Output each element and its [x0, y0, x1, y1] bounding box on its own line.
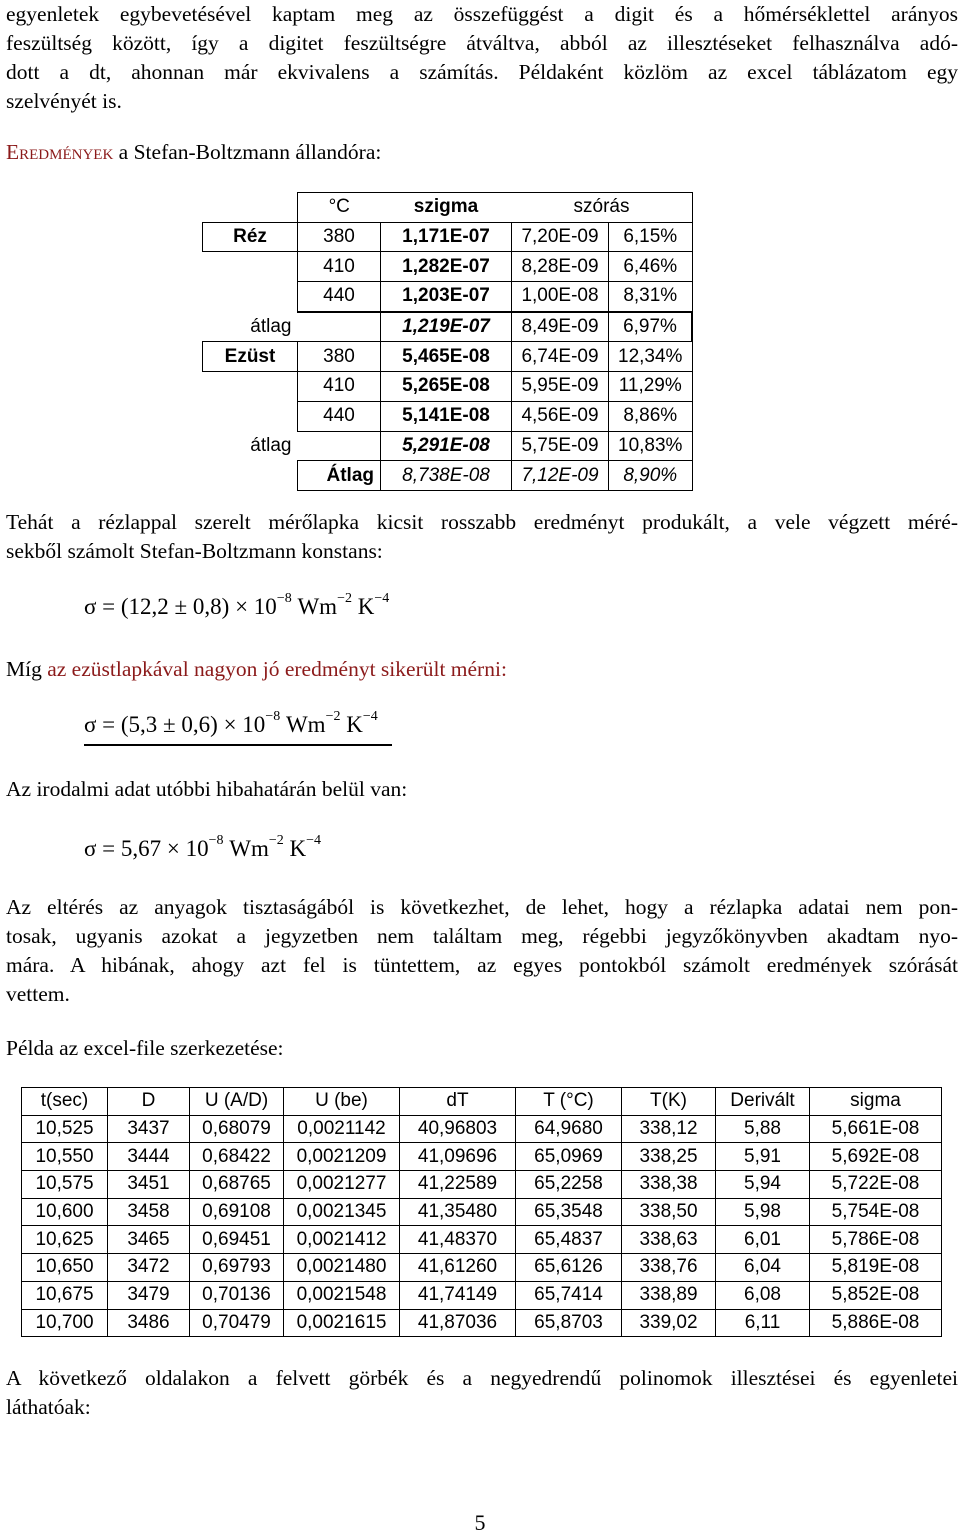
table-cell: 40,96803 — [400, 1115, 516, 1143]
column-header: T (°C) — [516, 1088, 622, 1116]
formula-unit: Wm — [280, 712, 326, 737]
table-cell: 0,69108 — [190, 1198, 284, 1226]
sigma-cell: 5,141E-08 — [381, 401, 512, 431]
table-cell: 10,625 — [22, 1226, 108, 1254]
table-cell: 5,852E-08 — [810, 1281, 942, 1309]
table-cell: 0,0021345 — [284, 1198, 400, 1226]
header-sigma: szigma — [381, 193, 512, 223]
table-cell: 10,650 — [22, 1254, 108, 1282]
formula-exponent: −2 — [268, 833, 284, 848]
formula-exponent: −4 — [306, 833, 322, 848]
total-average-row — [203, 461, 693, 491]
table-cell: 41,61260 — [400, 1254, 516, 1282]
formula-times: × 10 — [217, 712, 266, 737]
table-cell: 0,68079 — [190, 1115, 284, 1143]
table-cell: 5,754E-08 — [810, 1198, 942, 1226]
empty-cell — [203, 282, 298, 312]
empty-cell — [203, 252, 298, 282]
text-line: tosak, ugyanis azokat a jegyzetben nem találtam meg, régebbi jegyzőkönyvben akadtam nyo- — [6, 924, 958, 948]
column-header: sigma — [810, 1088, 942, 1116]
column-header: U (A/D) — [190, 1088, 284, 1116]
table-cell: 5,88 — [716, 1115, 810, 1143]
results-header-row — [203, 193, 693, 223]
table-cell: 5,91 — [716, 1143, 810, 1171]
formula-copper — [84, 591, 389, 620]
table-row — [22, 1226, 942, 1254]
table-cell: 65,3548 — [516, 1198, 622, 1226]
table-cell: 5,786E-08 — [810, 1226, 942, 1254]
table-cell: 5,98 — [716, 1198, 810, 1226]
formula-exponent: −8 — [276, 591, 292, 606]
formula-value: (5,3 ± 0,6) — [120, 712, 218, 737]
table-cell: 5,819E-08 — [810, 1254, 942, 1282]
table-cell: 0,0021615 — [284, 1309, 400, 1337]
text-line: Tehát a rézlappal szerelt mérőlapka kicsit rosszabb eredményt produkált, a vele végzett méré- — [6, 510, 958, 534]
table-cell: 5,886E-08 — [810, 1309, 942, 1337]
table-cell: 65,0969 — [516, 1143, 622, 1171]
results-heading — [6, 138, 958, 167]
table-cell: 0,0021480 — [284, 1254, 400, 1282]
table-cell: 3458 — [108, 1198, 190, 1226]
text-line: sekből számolt Stefan-Boltzmann konstans: — [6, 539, 383, 563]
average-row — [203, 312, 693, 342]
formula-underline — [84, 744, 392, 746]
temp-cell: 440 — [298, 401, 381, 431]
table-cell: 41,09696 — [400, 1143, 516, 1171]
text-line: egyenletek egybevetésével kaptam meg az összefüggést a digit és a hőmérséklettel arányos — [6, 2, 958, 26]
group-name-silver: Ezüst — [203, 342, 298, 372]
empty-cell — [203, 193, 298, 223]
total-pct-cell: 8,90% — [609, 461, 693, 491]
table-cell: 5,722E-08 — [810, 1171, 942, 1199]
excel-body — [22, 1115, 942, 1337]
table-cell: 6,04 — [716, 1254, 810, 1282]
table-row — [22, 1115, 942, 1143]
formula-exponent: −4 — [362, 709, 378, 724]
table-cell: 338,76 — [622, 1254, 716, 1282]
table-row — [22, 1254, 942, 1282]
table-cell: 10,600 — [22, 1198, 108, 1226]
excel-header-row — [22, 1088, 942, 1116]
table-cell: 3479 — [108, 1281, 190, 1309]
table-cell: 10,575 — [22, 1171, 108, 1199]
table-cell: 0,0021142 — [284, 1115, 400, 1143]
table-cell: 0,68422 — [190, 1143, 284, 1171]
sigma-cell: 1,282E-07 — [381, 252, 512, 282]
sigma-cell: 1,171E-07 — [381, 222, 512, 252]
sigma-cell: 5,265E-08 — [381, 372, 512, 402]
empty-cell — [298, 312, 381, 342]
sigma-cell: 1,203E-07 — [381, 282, 512, 312]
results-heading-label: Eredmények — [6, 140, 114, 164]
intro-paragraph — [6, 0, 958, 116]
avg-sigma-cell: 1,219E-07 — [381, 312, 512, 342]
avg-sigma-cell: 5,291E-08 — [381, 431, 512, 461]
table-cell: 338,63 — [622, 1226, 716, 1254]
sd-cell: 5,95E-09 — [512, 372, 609, 402]
avg-sd-cell: 5,75E-09 — [512, 431, 609, 461]
table-cell: 41,87036 — [400, 1309, 516, 1337]
formula-value: 5,67 — [120, 836, 162, 861]
table-row — [203, 252, 693, 282]
text-line: A következő oldalakon a felvett görbék és a negyedrendű polinomok illesztései és egyenletei — [6, 1366, 958, 1390]
table-cell: 65,7414 — [516, 1281, 622, 1309]
results-heading-rest: a Stefan-Boltzmann állandóra: — [113, 140, 382, 164]
results-table — [202, 192, 693, 491]
column-header: T(K) — [622, 1088, 716, 1116]
table-cell: 0,69793 — [190, 1254, 284, 1282]
excel-intro: Példa az excel-file szerkezetése: — [6, 1036, 284, 1060]
table-cell: 6,11 — [716, 1309, 810, 1337]
table-cell: 3465 — [108, 1226, 190, 1254]
table-cell: 0,70136 — [190, 1281, 284, 1309]
table-cell: 338,12 — [622, 1115, 716, 1143]
formula-unit: K — [340, 712, 363, 737]
table-cell: 64,9680 — [516, 1115, 622, 1143]
table-cell: 0,68765 — [190, 1171, 284, 1199]
formula-lhs: σ = — [84, 712, 121, 737]
average-row — [203, 431, 693, 461]
empty-cell — [298, 431, 381, 461]
literature-paragraph: Az irodalmi adat utóbbi hibahatárán belül van: — [6, 777, 408, 801]
sd-cell: 8,28E-09 — [512, 252, 609, 282]
text-line: Az eltérés az anyagok tisztaságából is következhet, de lehet, hogy a rézlapka adatai nem pon- — [6, 895, 958, 919]
table-cell: 6,01 — [716, 1226, 810, 1254]
formula-unit: Wm — [223, 836, 269, 861]
table-row — [203, 282, 693, 312]
table-row — [203, 222, 693, 252]
formula-times: × 10 — [161, 836, 209, 861]
table-cell: 0,0021412 — [284, 1226, 400, 1254]
table-cell: 3451 — [108, 1171, 190, 1199]
table-cell: 0,69451 — [190, 1226, 284, 1254]
sd-cell: 1,00E-08 — [512, 282, 609, 312]
total-sd-cell: 7,12E-09 — [512, 461, 609, 491]
table-row — [22, 1198, 942, 1226]
table-cell: 6,08 — [716, 1281, 810, 1309]
table-cell: 65,2258 — [516, 1171, 622, 1199]
table-cell: 5,94 — [716, 1171, 810, 1199]
average-label: átlag — [250, 434, 292, 456]
table-cell: 10,675 — [22, 1281, 108, 1309]
formula-exponent: −2 — [337, 591, 352, 606]
formula-value: (12,2 ± 0,8) — [120, 594, 230, 619]
formula-exponent: −2 — [325, 709, 341, 724]
total-average-label: Átlag — [298, 461, 381, 491]
text-line: mára. A hibának, ahogy azt fel is tüntettem, az egyes pontokból számolt eredmények szórását — [6, 953, 958, 977]
text-line: feszültség között, így a digitet feszültségre átváltva, abból az illesztéseket felhasználva adó- — [6, 31, 958, 55]
pct-cell: 8,31% — [609, 282, 693, 312]
formula-times: × 10 — [229, 594, 277, 619]
temp-cell: 440 — [298, 282, 381, 312]
avg-sd-cell: 8,49E-09 — [512, 312, 609, 342]
avg-pct-cell: 6,97% — [609, 312, 693, 342]
table-cell: 3444 — [108, 1143, 190, 1171]
table-row — [203, 401, 693, 431]
page-number: 5 — [474, 1510, 486, 1535]
column-header: Derivált — [716, 1088, 810, 1116]
empty-cell — [203, 401, 298, 431]
table-cell: 65,8703 — [516, 1309, 622, 1337]
table-row — [203, 342, 693, 372]
formula-lhs: σ = — [84, 836, 121, 861]
formula-exponent: −8 — [208, 833, 224, 848]
table-cell: 41,35480 — [400, 1198, 516, 1226]
column-header: t(sec) — [22, 1088, 108, 1116]
table-cell: 10,525 — [22, 1115, 108, 1143]
table-cell: 41,74149 — [400, 1281, 516, 1309]
sd-cell: 7,20E-09 — [512, 222, 609, 252]
sigma-cell: 5,465E-08 — [381, 342, 512, 372]
table-cell: 0,70479 — [190, 1309, 284, 1337]
closing-paragraph — [6, 1364, 958, 1422]
table-cell: 10,700 — [22, 1309, 108, 1337]
table-cell: 5,692E-08 — [810, 1143, 942, 1171]
silver-paragraph — [6, 655, 958, 684]
table-row — [22, 1171, 942, 1199]
pct-cell: 8,86% — [609, 401, 693, 431]
temp-cell: 410 — [298, 372, 381, 402]
table-cell: 339,02 — [622, 1309, 716, 1337]
sd-cell: 6,74E-09 — [512, 342, 609, 372]
table-cell: 65,4837 — [516, 1226, 622, 1254]
table-cell: 41,48370 — [400, 1226, 516, 1254]
text-line: láthatóak: — [6, 1395, 91, 1419]
temp-cell: 410 — [298, 252, 381, 282]
avg-pct-cell: 10,83% — [609, 431, 693, 461]
formula-exponent: −4 — [374, 591, 390, 606]
table-row — [203, 372, 693, 402]
column-header: dT — [400, 1088, 516, 1116]
table-cell: 5,661E-08 — [810, 1115, 942, 1143]
formula-unit: Wm — [291, 594, 338, 619]
table-cell: 41,22589 — [400, 1171, 516, 1199]
formula-lhs: σ = — [84, 594, 121, 619]
pct-cell: 6,46% — [609, 252, 693, 282]
table-cell: 3437 — [108, 1115, 190, 1143]
empty-cell — [203, 461, 298, 491]
table-cell: 338,38 — [622, 1171, 716, 1199]
header-temp: °C — [298, 193, 381, 223]
text-line: szelvényét is. — [6, 89, 122, 113]
table-cell: 338,50 — [622, 1198, 716, 1226]
average-label: átlag — [250, 315, 292, 337]
highlighted-text: az ezüstlapkával nagyon jó eredményt sikerült mérni: — [47, 657, 507, 681]
table-cell: 0,0021209 — [284, 1143, 400, 1171]
total-sigma-cell: 8,738E-08 — [381, 461, 512, 491]
table-row — [22, 1309, 942, 1337]
table-row — [22, 1143, 942, 1171]
sd-cell: 4,56E-09 — [512, 401, 609, 431]
formula-exponent: −8 — [265, 709, 281, 724]
text-start: Míg — [6, 657, 48, 681]
table-row — [22, 1281, 942, 1309]
text-line: vettem. — [6, 982, 70, 1006]
excel-table — [21, 1087, 942, 1337]
group-name-copper: Réz — [203, 222, 298, 252]
table-cell: 3472 — [108, 1254, 190, 1282]
pct-cell: 6,15% — [609, 222, 693, 252]
table-cell: 0,0021548 — [284, 1281, 400, 1309]
table-cell: 338,89 — [622, 1281, 716, 1309]
formula-literature — [84, 833, 321, 862]
conclusion-paragraph — [6, 508, 958, 566]
formula-unit: K — [351, 594, 375, 619]
column-header: U (be) — [284, 1088, 400, 1116]
empty-cell — [203, 372, 298, 402]
table-cell: 65,6126 — [516, 1254, 622, 1282]
table-cell: 0,0021277 — [284, 1171, 400, 1199]
pct-cell: 11,29% — [609, 372, 693, 402]
text-line: dott a dt, ahonnan már ekvivalens a számítás. Példaként közlöm az excel táblázatom egy — [6, 60, 958, 84]
table-cell: 338,25 — [622, 1143, 716, 1171]
temp-cell: 380 — [298, 342, 381, 372]
discussion-paragraph — [6, 893, 958, 1009]
pct-cell: 12,34% — [609, 342, 693, 372]
column-header: D — [108, 1088, 190, 1116]
temp-cell: 380 — [298, 222, 381, 252]
table-cell: 3486 — [108, 1309, 190, 1337]
header-szoras: szórás — [512, 193, 693, 223]
formula-unit: K — [283, 836, 307, 861]
table-cell: 10,550 — [22, 1143, 108, 1171]
formula-silver — [84, 709, 378, 738]
